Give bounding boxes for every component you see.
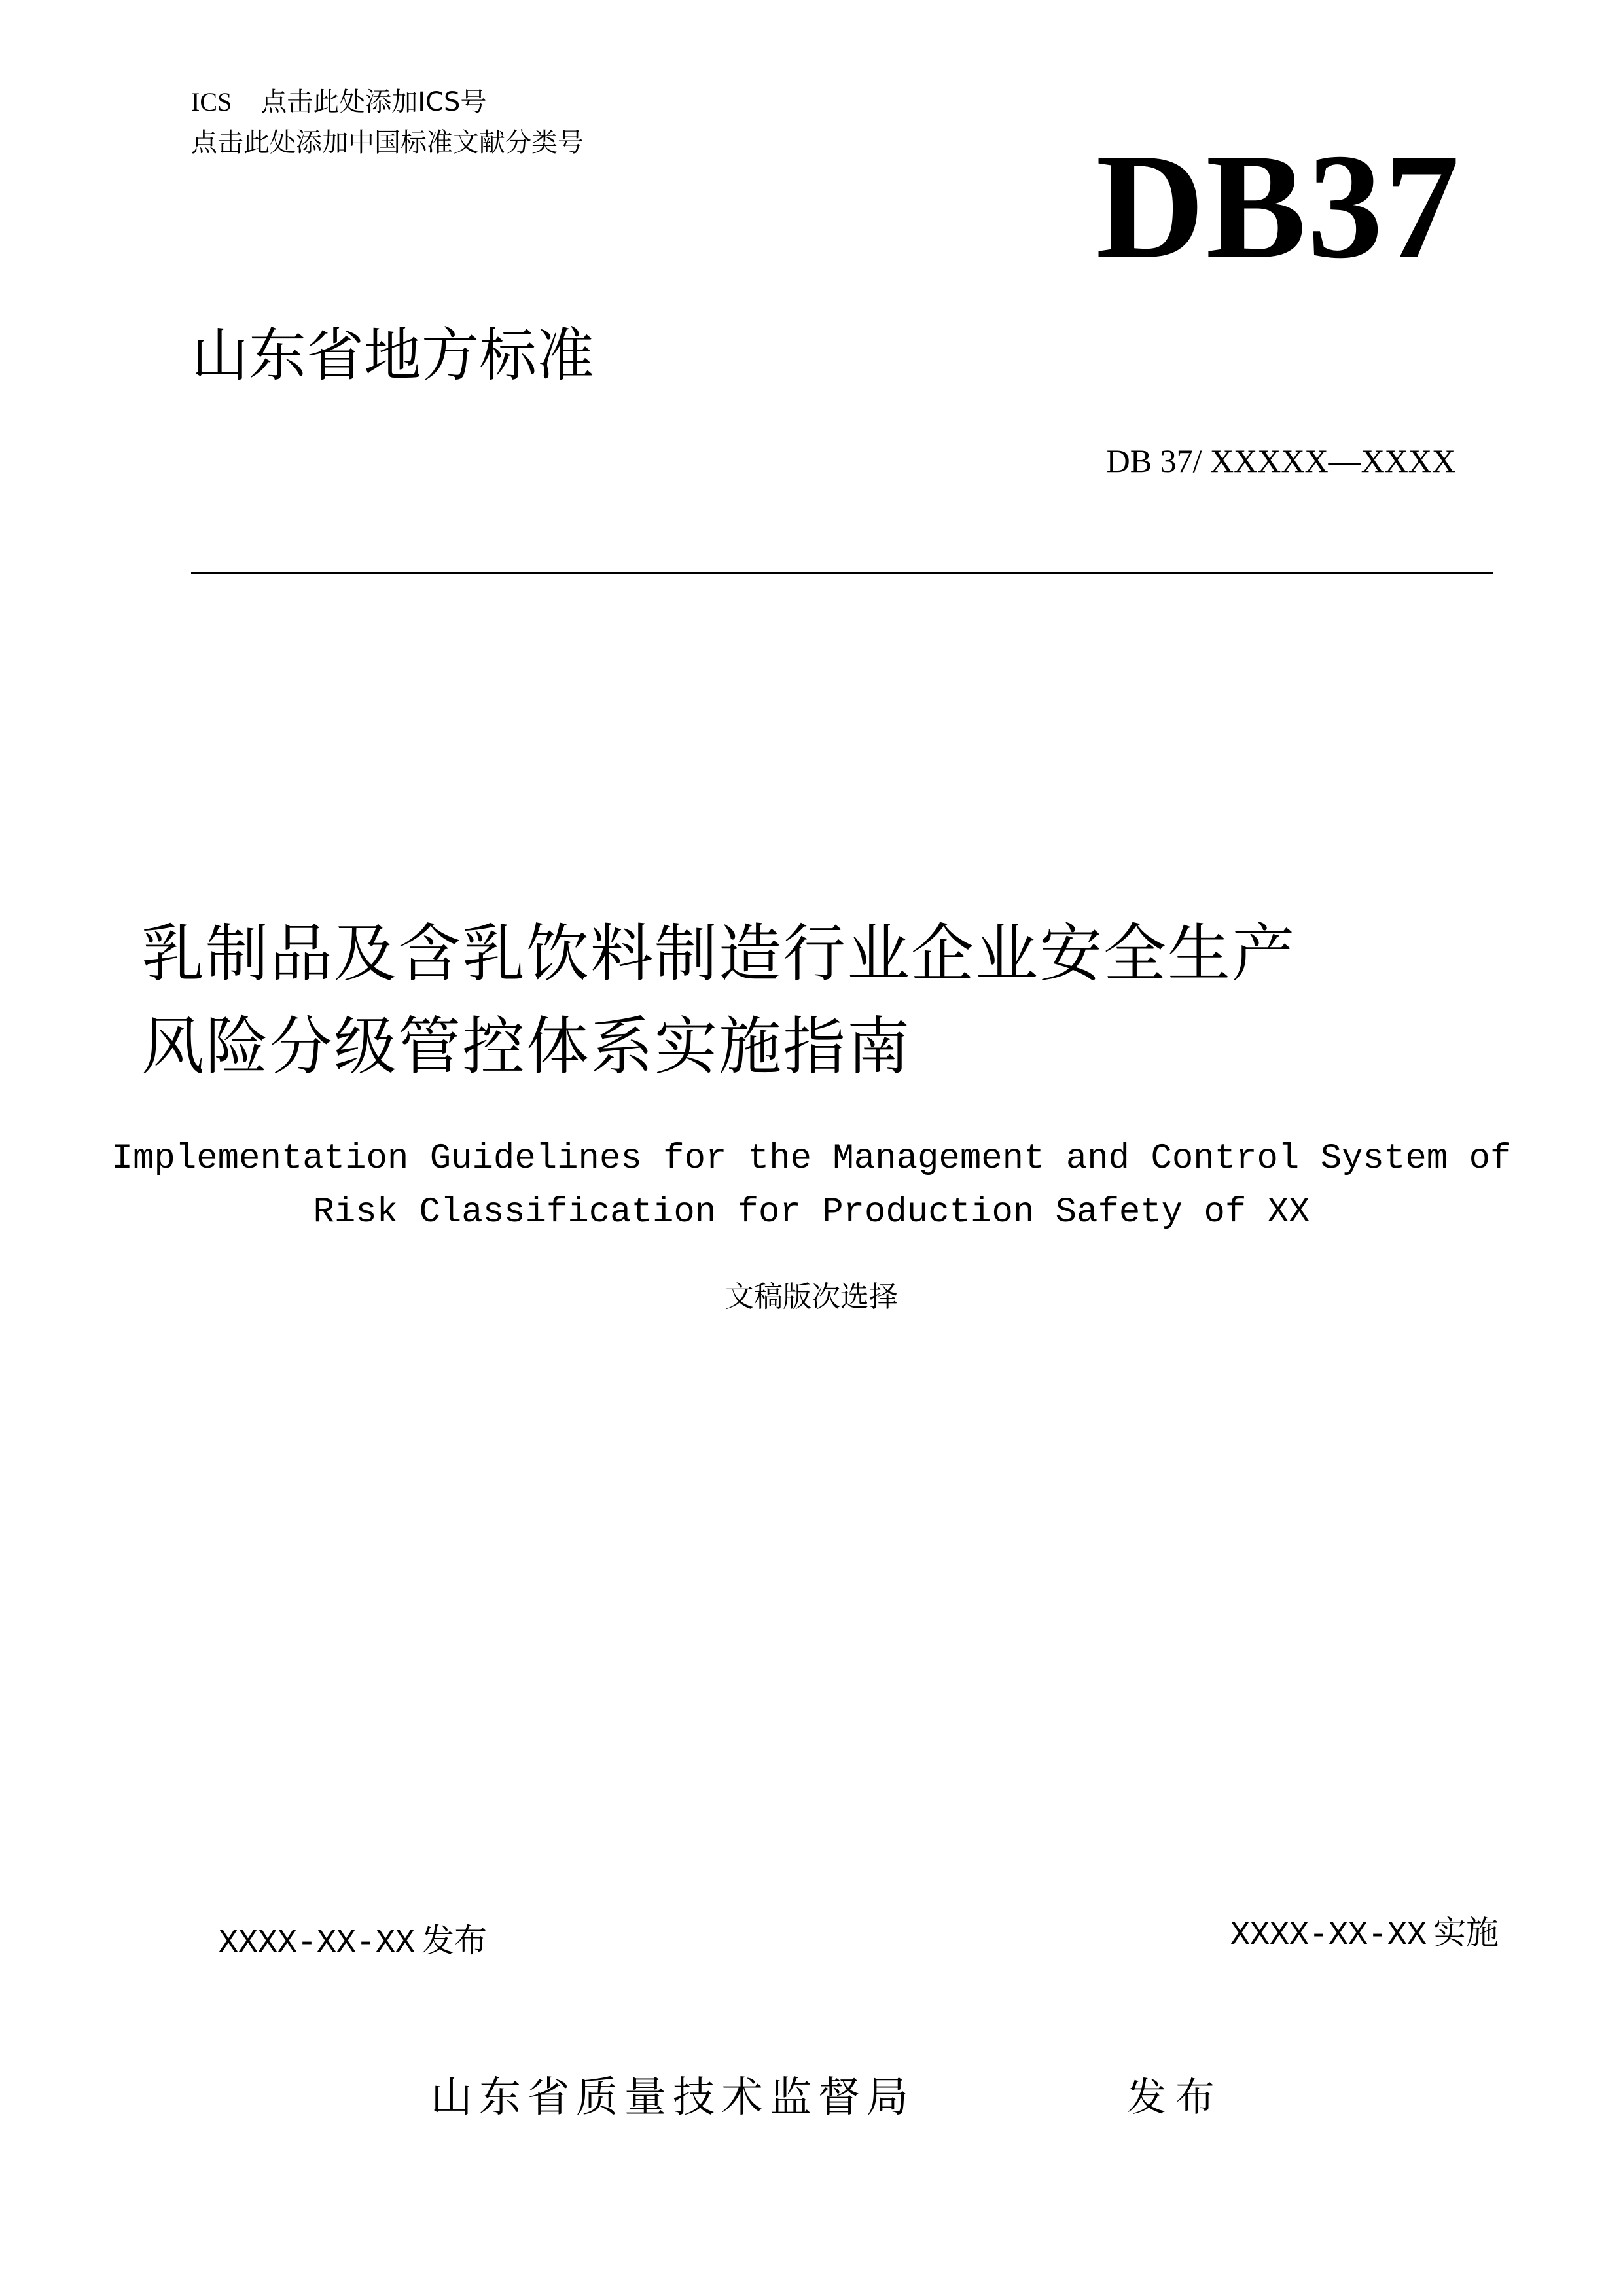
ccs-number-field[interactable]: 点击此处添加中国标准文献分类号	[191, 128, 584, 158]
implement-label: 实施	[1433, 1914, 1499, 1952]
issue-date-line	[219, 1918, 487, 1967]
ics-label: ICS	[191, 87, 232, 117]
standard-number: DB 37/ XXXXX—XXXX	[1106, 442, 1455, 479]
chinese-title-line-1: 乳制品及含乳饮料制造行业企业安全生产	[141, 917, 1296, 990]
standard-type-heading: 山东省地方标准	[191, 321, 595, 389]
chinese-title-line-2: 风险分级管控体系实施指南	[141, 1010, 911, 1083]
implement-date[interactable]: XXXX-XX-XX	[1230, 1917, 1427, 1954]
issue-date[interactable]: XXXX-XX-XX	[219, 1925, 416, 1962]
english-title	[0, 1132, 1623, 1240]
ics-line	[191, 84, 486, 120]
chinese-title	[141, 907, 1296, 1093]
draft-version-selector[interactable]: 文稿版次选择	[725, 1280, 898, 1314]
header-divider	[191, 572, 1493, 574]
publish-label: 发布	[1127, 2075, 1224, 2121]
english-title-line-2: Risk Classification for Production Safety of XX	[313, 1193, 1310, 1232]
ics-number-field[interactable]: 点击此处添加ICS号	[260, 87, 487, 117]
publisher-name: 山东省质量技术监督局	[431, 2073, 915, 2122]
english-title-line-1: Implementation Guidelines for the Management and Control System of	[111, 1139, 1512, 1179]
issue-label: 发布	[421, 1922, 488, 1960]
implement-date-line	[1230, 1910, 1499, 1959]
db37-logo: DB37	[1096, 122, 1461, 289]
